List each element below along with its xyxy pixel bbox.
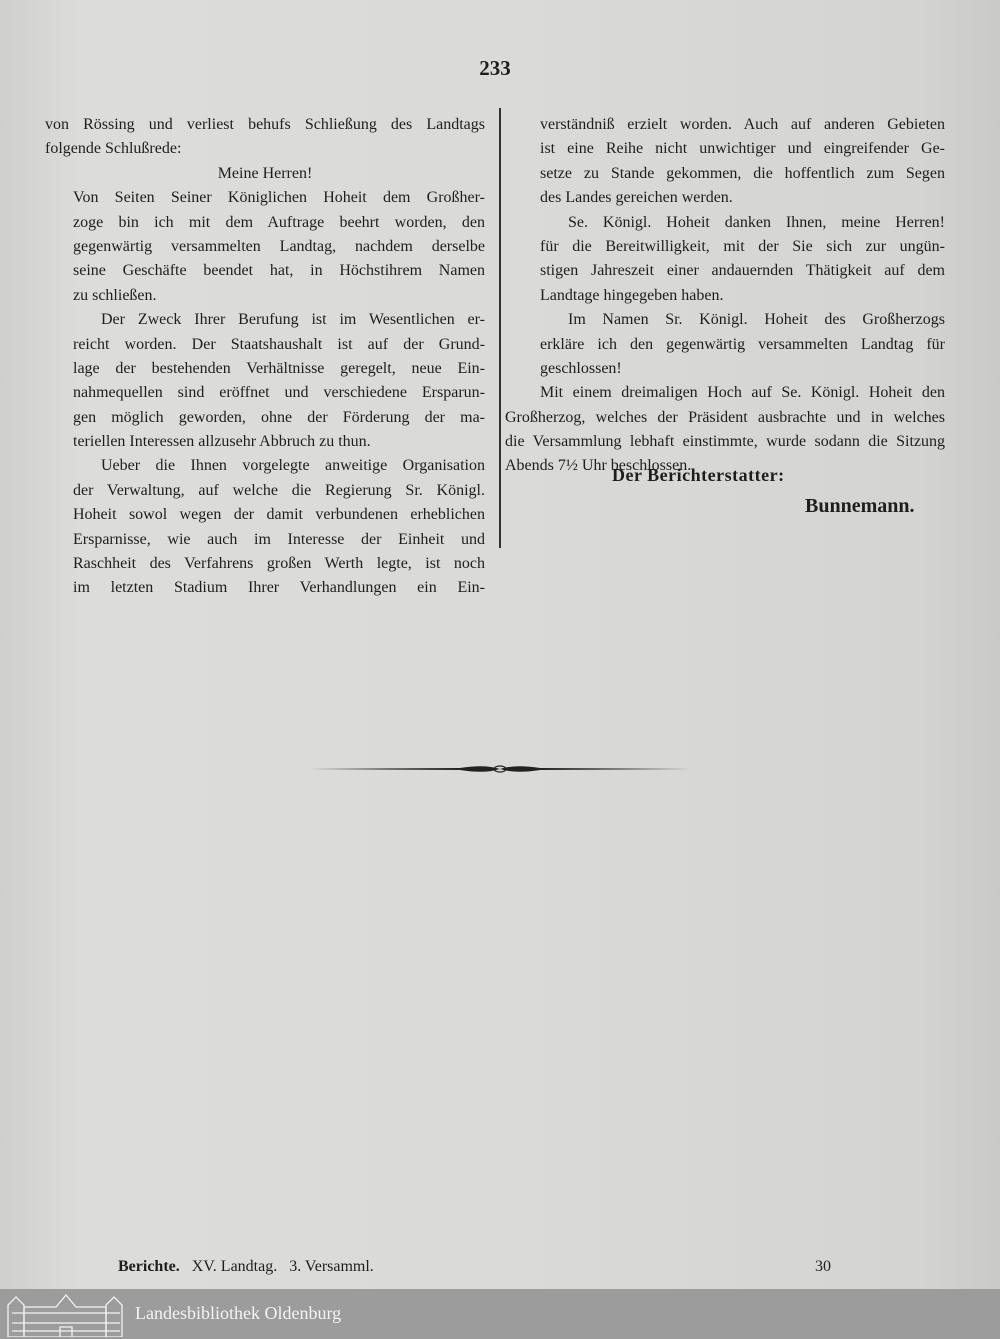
footer-series-title: Berichte.	[118, 1258, 180, 1275]
text-line: von Rössing und verliest behufs Schließung des Landtags	[45, 116, 485, 133]
reporter-label: Der Berichterstatter:	[612, 465, 785, 485]
text-line: Von Seiten Seiner Königlichen Hoheit dem Großher-	[73, 189, 485, 207]
text-line: erkläre ich den gegenwärtig versammelten Landtag für	[540, 335, 945, 353]
text-line: zu schließen.	[73, 286, 157, 304]
text-line: Ersparnisse, wie auch im Interesse der Einheit und	[73, 530, 485, 548]
text-line: folgende Schlußrede:	[45, 140, 182, 158]
ornamental-rule	[310, 762, 690, 776]
library-building-logo	[6, 1291, 124, 1337]
text-line: Raschheit des Verfahrens großen Werth legte, ist noch	[73, 555, 485, 573]
text-line: Großherzog, welches der Präsident ausbrachte und in welches	[505, 408, 945, 426]
page-number: 233	[479, 56, 511, 80]
column-divider	[499, 108, 501, 548]
text-line: im letzten Stadium Ihrer Verhandlungen ein Ein-	[73, 579, 485, 597]
text-line: reicht worden. Der Staatshaushalt ist auf der Grund-	[73, 335, 485, 353]
library-name: Landesbibliothek Oldenburg	[135, 1303, 342, 1323]
text-line: setze zu Stande gekommen, die hoffentlich zum Segen	[540, 164, 945, 182]
text-line: Meine Herren!	[217, 164, 313, 182]
text-line: verständniß erzielt worden. Auch auf anderen Gebieten	[540, 116, 945, 133]
text-line: lage der bestehenden Verhältnisse geregelt, neue Ein-	[73, 359, 485, 377]
reporter-signature: Bunnemann.	[805, 495, 915, 517]
text-line: die Versammlung lebhaft einstimmte, wurde sodann die Sitzung	[505, 433, 945, 451]
footer-assembly: 3. Versamml.	[289, 1258, 374, 1275]
text-line: des Landes gereichen werden.	[540, 189, 733, 207]
text-line: Hoheit sowol wegen der damit verbundenen erheblichen	[73, 506, 485, 524]
text-line: Landtage hingegeben haben.	[540, 286, 724, 304]
text-line: seine Geschäfte beendet hat, in Höchstihrem Namen	[73, 262, 485, 280]
text-line: Der Zweck Ihrer Berufung ist im Wesentlichen er-	[101, 311, 485, 329]
text-line: nahmequellen sind eröffnet und verschiedene Ersparun-	[73, 384, 485, 402]
text-line: zoge bin ich mit dem Auftrage beehrt worden, den	[73, 213, 485, 231]
text-line: geschlossen!	[540, 359, 622, 377]
text-line: der Verwaltung, auf welche die Regierung Sr. Königl.	[73, 481, 485, 499]
text-line: Mit einem dreimaligen Hoch auf Se. Königl. Hoheit den	[540, 384, 945, 402]
footer-series	[118, 1258, 374, 1276]
text-line: Abends 7½ Uhr beschlossen.	[505, 457, 692, 475]
text-line: stigen Jahreszeit einer andauernden Thätigkeit auf dem	[540, 262, 945, 280]
library-banner	[0, 1289, 1000, 1339]
right-column	[505, 113, 945, 479]
text-line: Im Namen Sr. Königl. Hoheit des Großherzogs	[568, 311, 945, 329]
left-column	[45, 113, 485, 601]
text-line: gegenwärtig versammelten Landtag, nachdem derselbe	[73, 237, 485, 255]
text-line: für die Bereitwilligkeit, mit der Sie sich zur ungün-	[540, 237, 945, 255]
text-line: Se. Königl. Hoheit danken Ihnen, meine Herren!	[568, 213, 945, 231]
text-line: ist eine Reihe nicht unwichtiger und eingreifender Ge-	[540, 140, 945, 158]
footer-session: XV. Landtag.	[191, 1258, 278, 1275]
text-line: gen möglich geworden, ohne der Förderung der ma-	[73, 408, 485, 426]
text-line: Ueber die Ihnen vorgelegte anweitige Organisation	[101, 457, 485, 475]
text-line: teriellen Interessen allzusehr Abbruch zu thun.	[73, 433, 371, 451]
footer-sheet-number: 30	[815, 1258, 831, 1275]
